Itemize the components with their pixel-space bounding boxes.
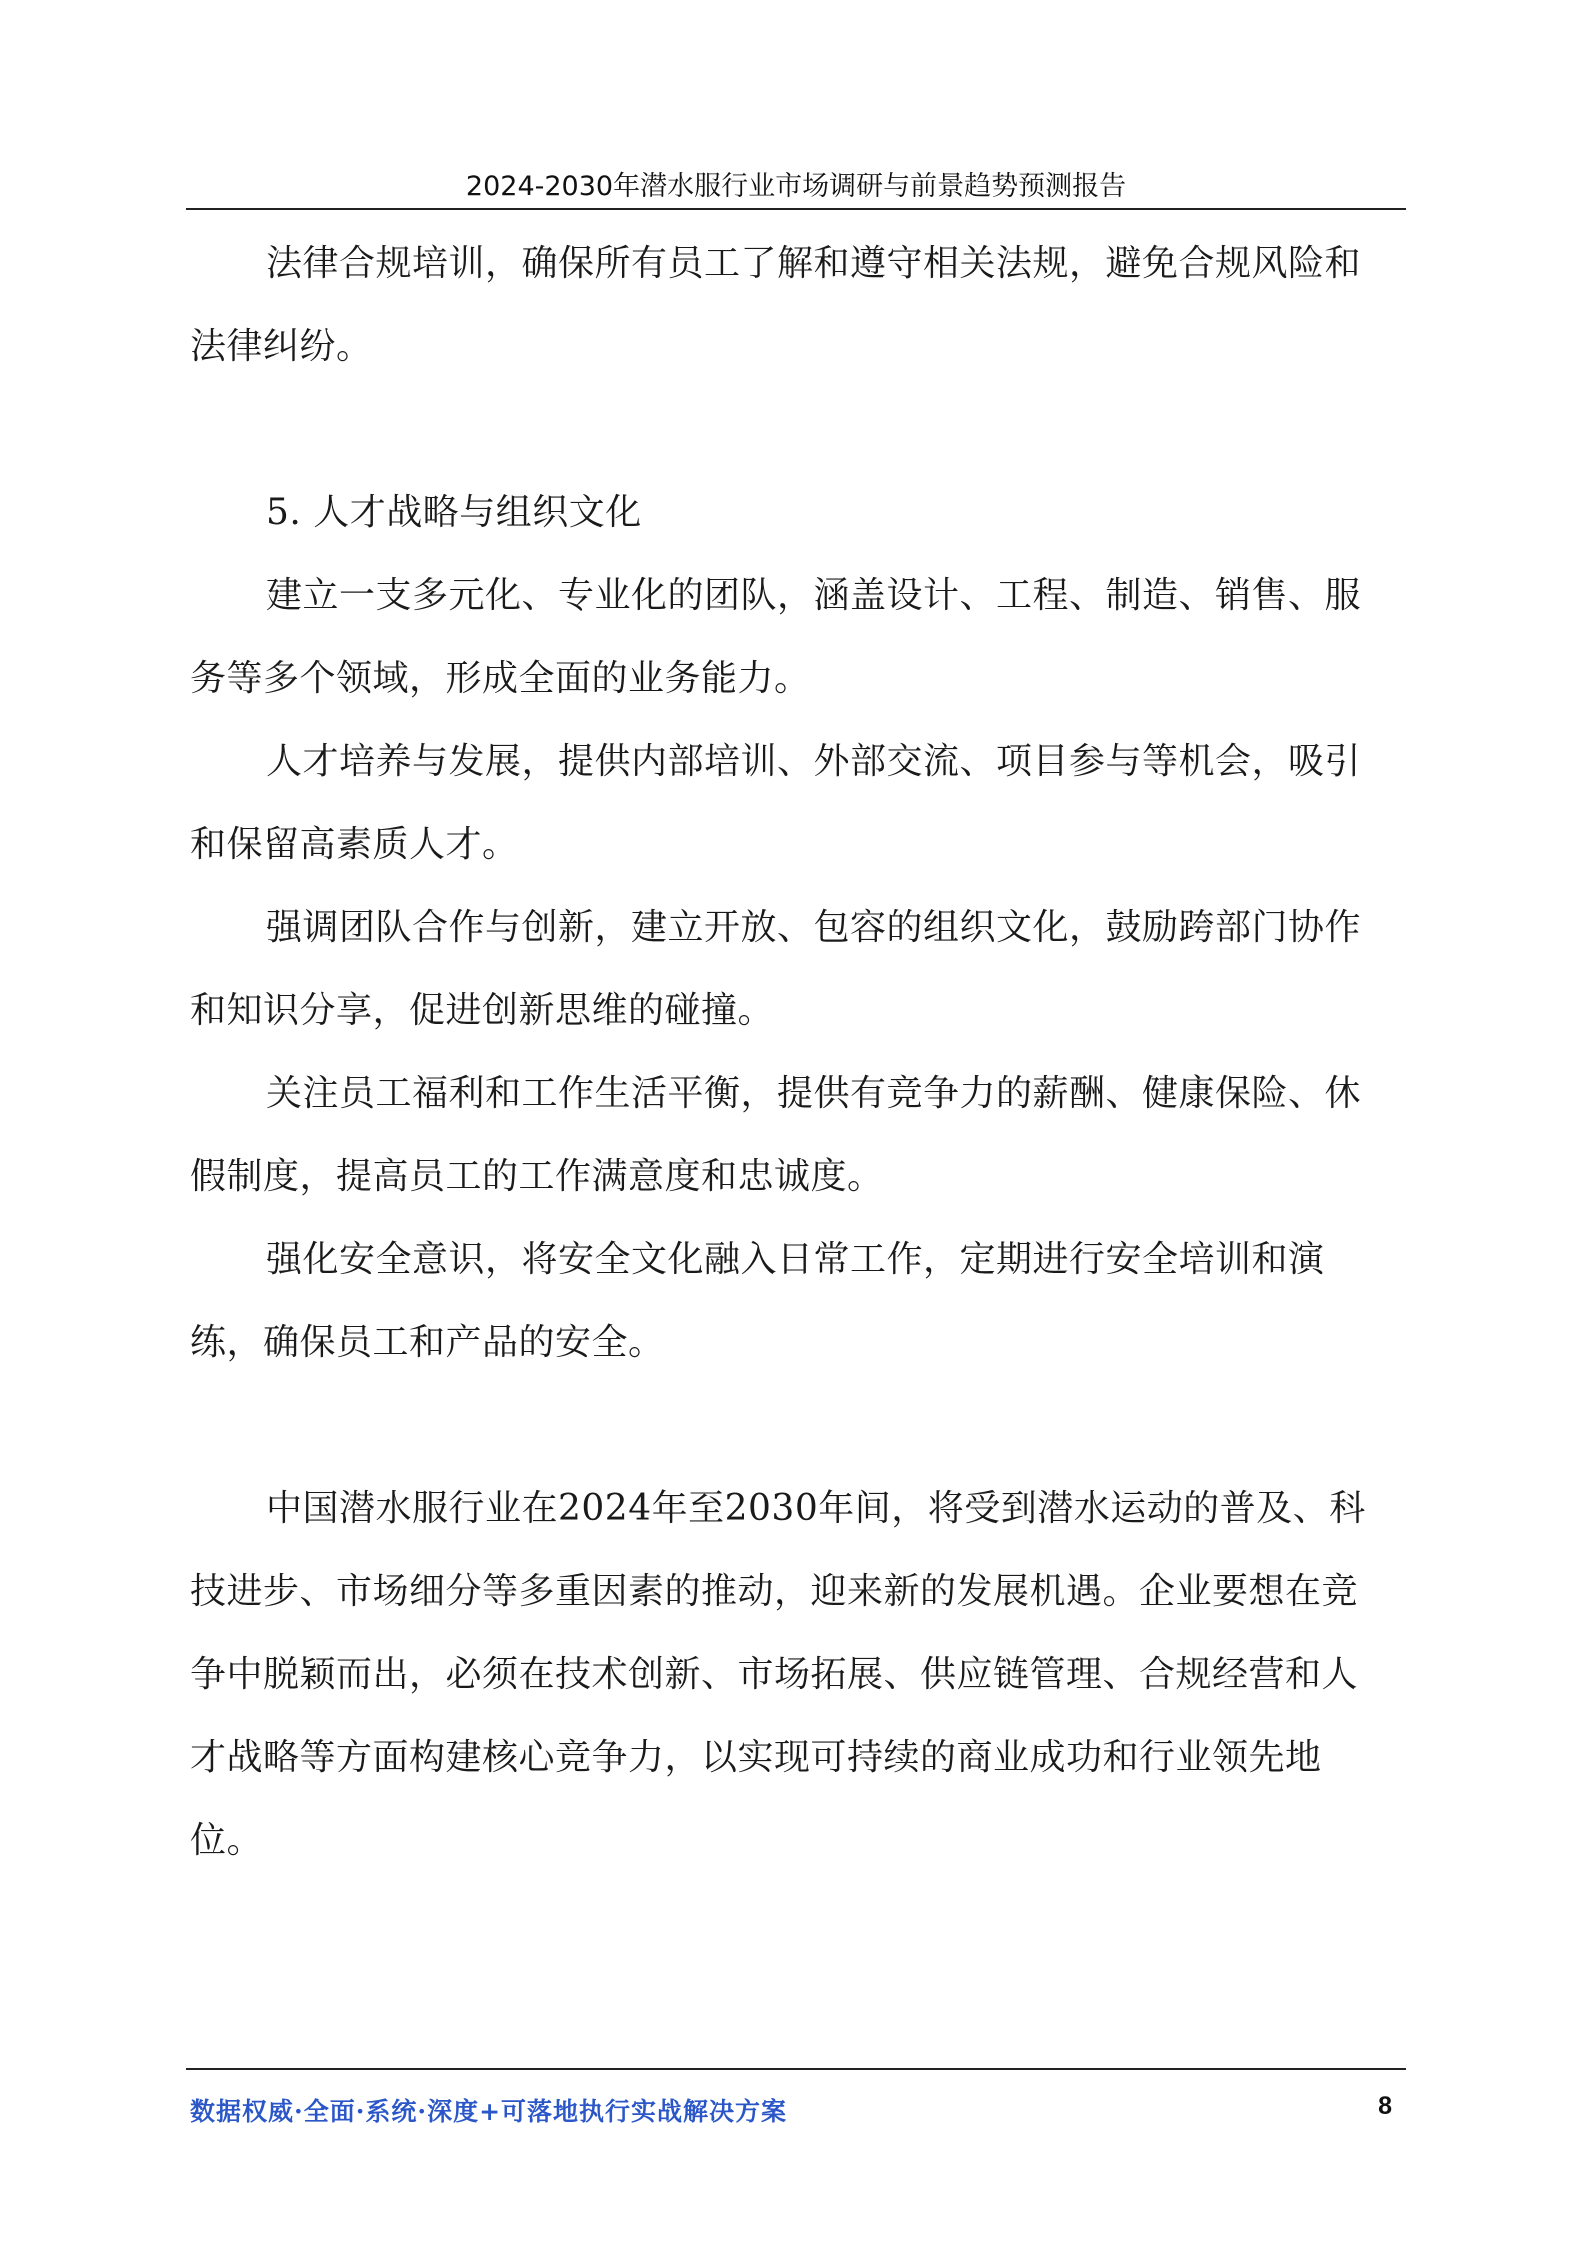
paragraph-teamwork-innovation: 强调团队合作与创新，建立开放、包容的组织文化，鼓励跨部门协作和知识分享，促进创新思维的碰撞。 — [190, 907, 1362, 1031]
page-number: 8 — [1378, 2092, 1392, 2120]
paragraph-safety-awareness: 强化安全意识，将安全文化融入日常工作，定期进行安全培训和演练，确保员工和产品的安全。 — [190, 1239, 1325, 1363]
paragraph-talent-development: 人才培养与发展，提供内部培训、外部交流、项目参与等机会，吸引和保留高素质人才。 — [190, 741, 1362, 865]
section-heading: 5. 人才战略与组织文化 — [266, 492, 642, 533]
paragraph-employee-welfare: 关注员工福利和工作生活平衡，提供有竞争力的薪酬、健康保险、休假制度，提高员工的工作满意度和忠诚度。 — [190, 1073, 1362, 1197]
paragraph-conclusion: 中国潜水服行业在2024年至2030年间，将受到潜水运动的普及、科技进步、市场细分等多重因素的推动，迎来新的发展机遇。企业要想在竞争中脱颖而出，必须在技术创新、市场拓展、供应链管理、合规经营和人才战略等方面构建核心竞争力，以实现可持续的商业成功和行业领先地位。 — [190, 1488, 1366, 1861]
document-body — [190, 222, 1390, 1882]
paragraph-spacer — [190, 1384, 1390, 1467]
paragraph-legal-compliance: 法律合规培训，确保所有员工了解和遵守相关法规，避免合规风险和法律纠纷。 — [190, 243, 1362, 367]
header-divider — [186, 208, 1406, 210]
footer-tagline: 数据权威·全面·系统·深度+可落地执行实战解决方案 — [190, 2097, 788, 2126]
paragraph-team-building: 建立一支多元化、专业化的团队，涵盖设计、工程、制造、销售、服务等多个领域，形成全面的业务能力。 — [190, 575, 1362, 699]
page-header-title: 2024-2030年潜水服行业市场调研与前景趋势预测报告 — [465, 171, 1127, 202]
footer-divider — [186, 2068, 1406, 2070]
paragraph-spacer — [190, 388, 1390, 471]
